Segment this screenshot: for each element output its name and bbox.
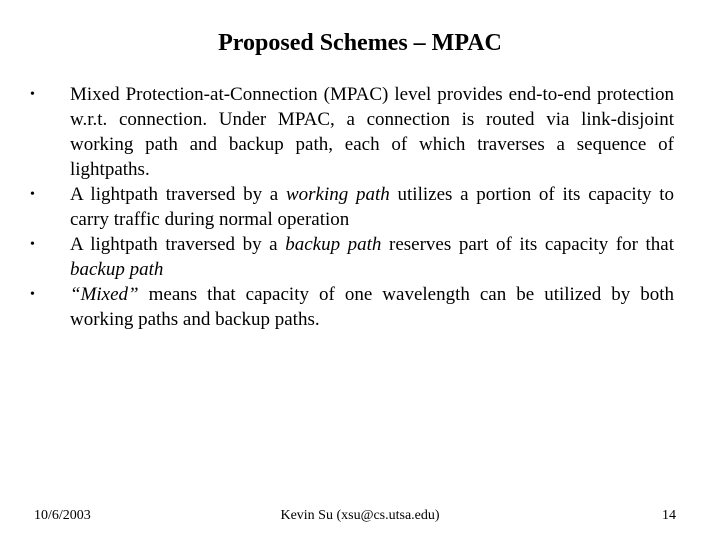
bullet-icon: • <box>30 187 35 202</box>
emphasis-text: backup path <box>285 234 382 255</box>
footer-author: Kevin Su (xsu@cs.utsa.edu) <box>280 508 440 523</box>
bullet-icon: • <box>30 287 35 302</box>
footer-page-number: 14 <box>662 508 676 523</box>
bullet-text: Mixed Protection-at-Connection (MPAC) level provides end-to-end protection w.r.t. connection. Under MPAC, a connection is routed via link-disjoint working path and backup path, each of which traverses a sequence of lightpaths. <box>70 84 674 180</box>
bullet-item <box>30 82 674 182</box>
bullet-text: means that capacity of one wavelength can be utilized by both working paths and backup paths. <box>70 284 674 330</box>
bullet-item <box>30 182 674 232</box>
bullet-text: utilizes a portion of its capacity to carry traffic during normal operation <box>70 184 674 230</box>
bullet-item <box>30 282 674 332</box>
bullet-icon: • <box>30 237 35 252</box>
slide-title: Proposed Schemes – MPAC <box>218 30 502 56</box>
bullet-icon: • <box>30 87 35 102</box>
bullet-text: A lightpath traversed by a <box>70 234 286 255</box>
bullet-text: reserves part of its capacity for that <box>381 234 675 255</box>
emphasis-text: “Mixed” <box>70 284 139 305</box>
footer-date: 10/6/2003 <box>34 508 91 523</box>
emphasis-text: backup path <box>70 259 164 280</box>
bullet-item <box>30 232 674 282</box>
bullet-list <box>30 82 674 332</box>
emphasis-text: working path <box>285 184 390 205</box>
bullet-text: A lightpath traversed by a <box>70 184 286 205</box>
